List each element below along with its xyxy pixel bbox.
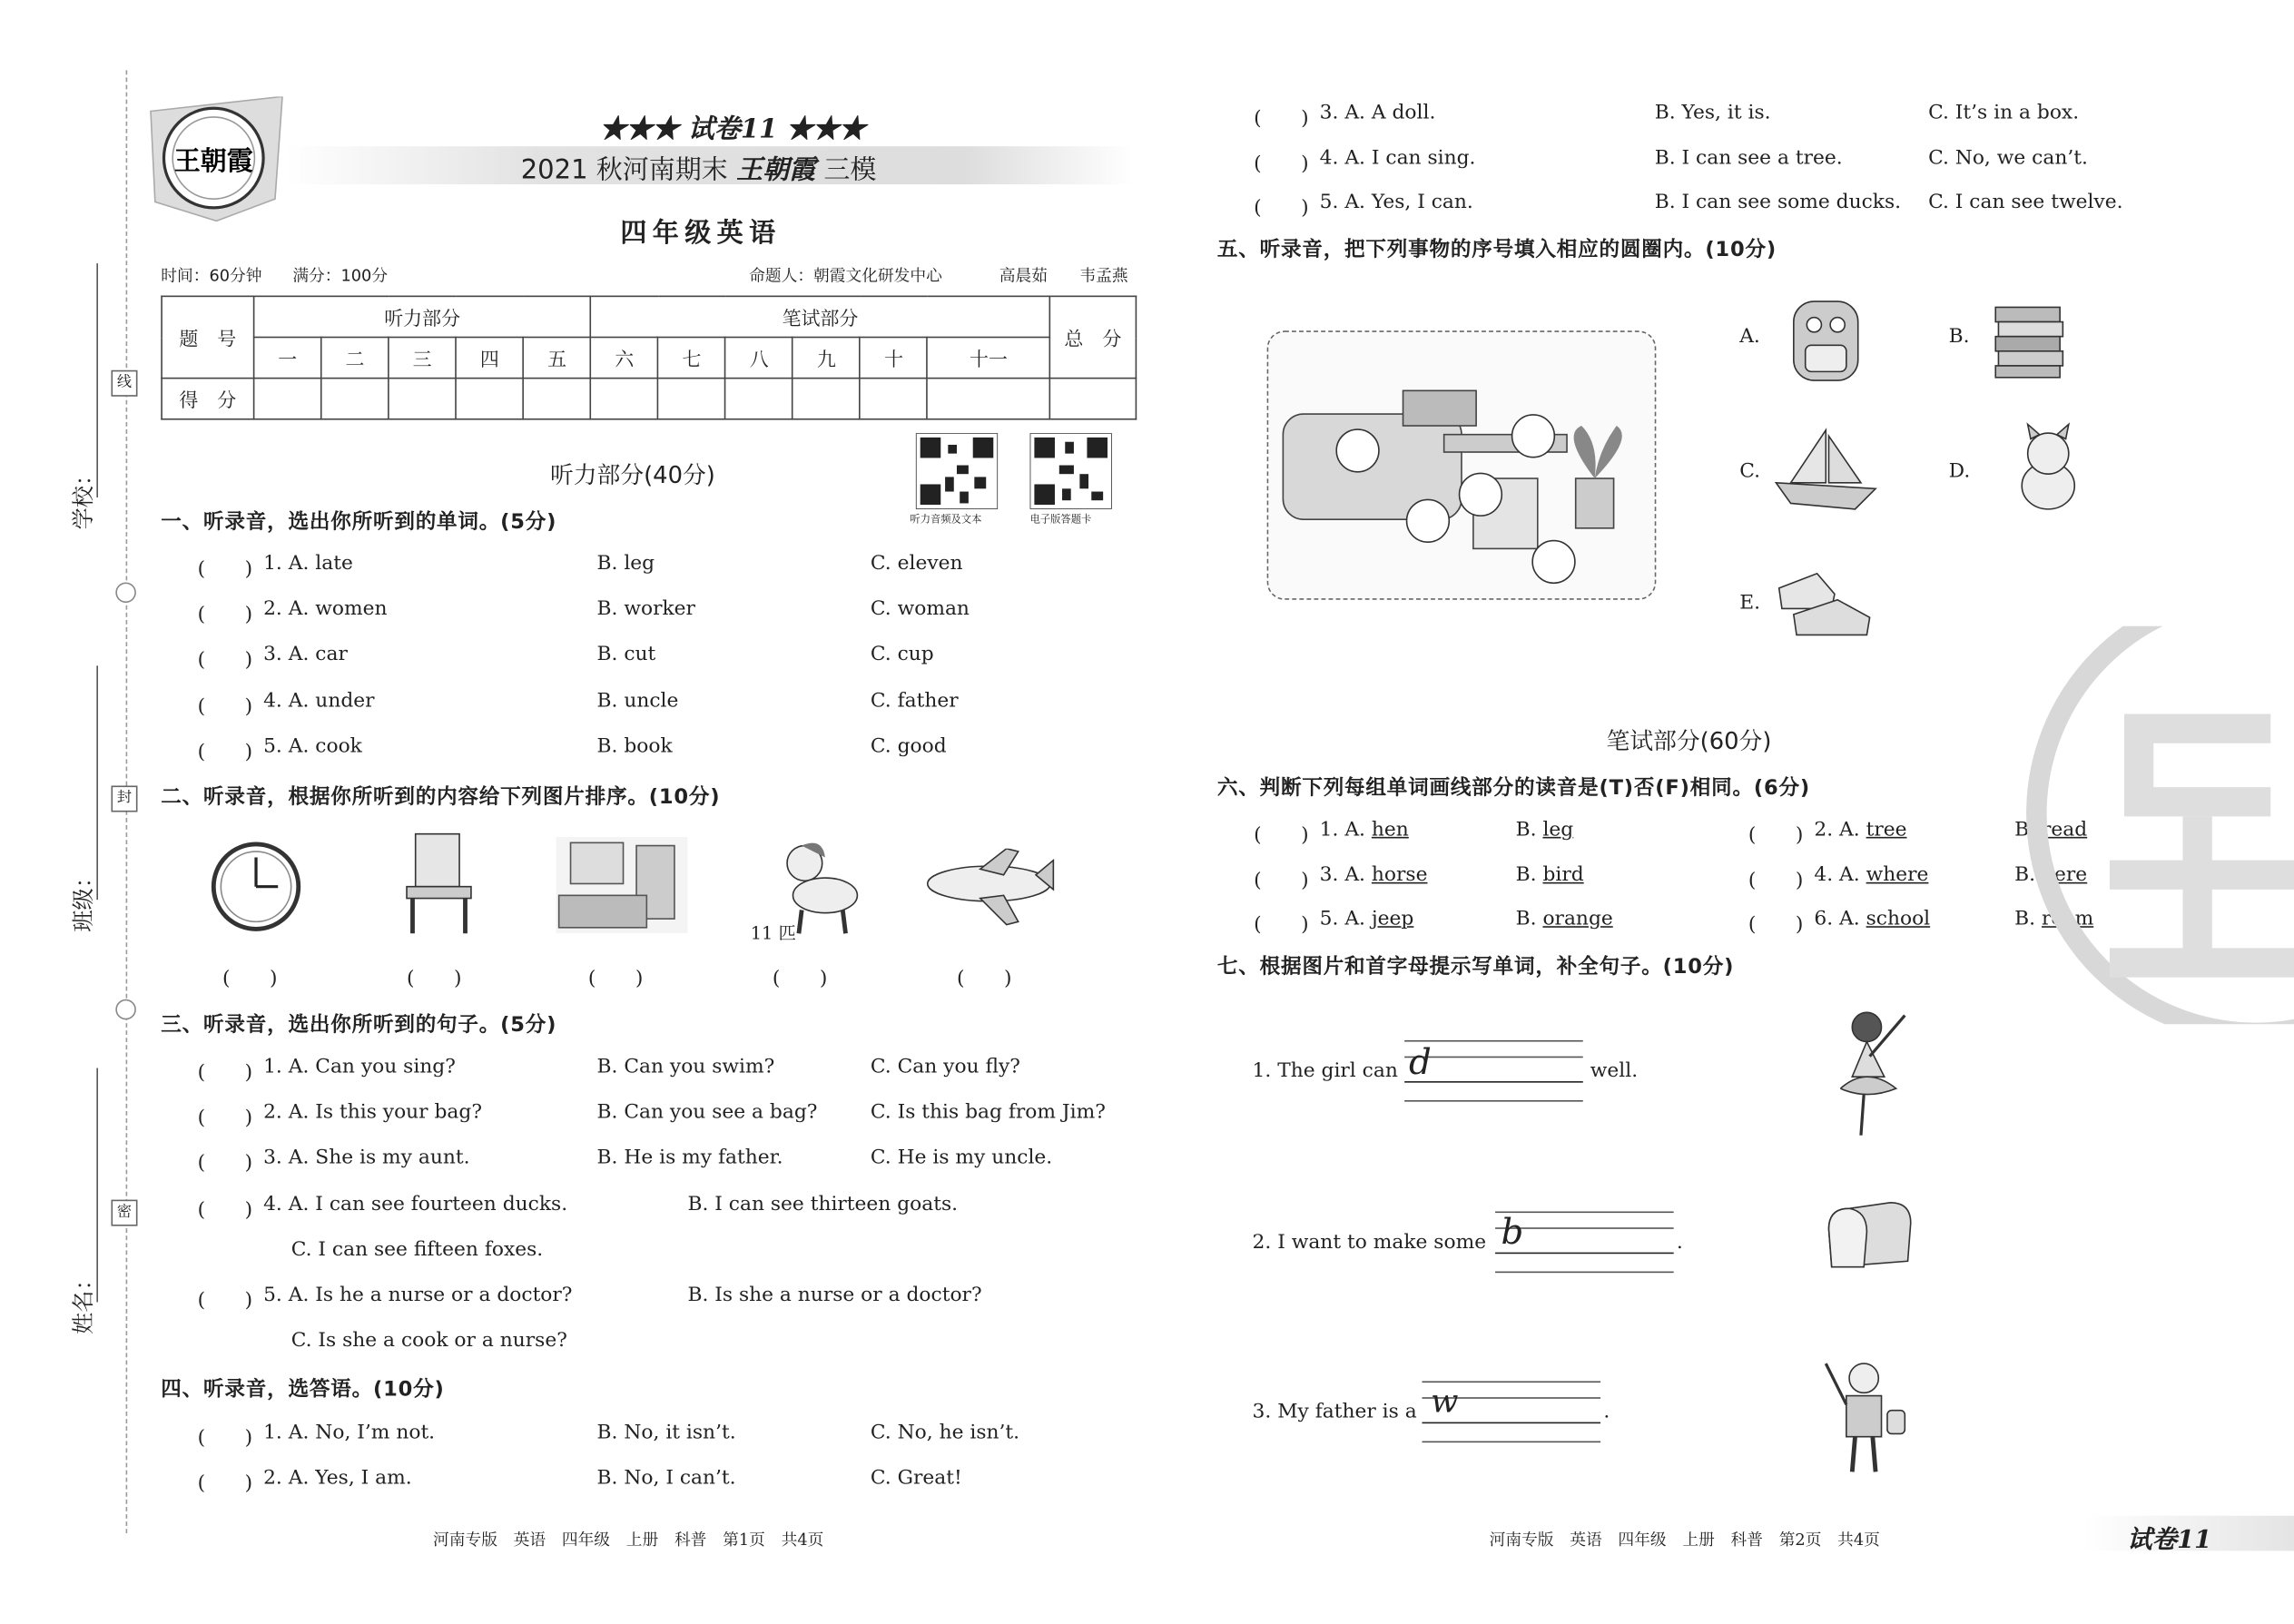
option-c: C. eleven	[870, 551, 963, 576]
title-part: 2021 秋河南期末	[520, 154, 728, 186]
qr-caption: 听力音频及文本	[910, 513, 982, 526]
option-c: C. He is my uncle.	[870, 1146, 1053, 1170]
option-b: B. book	[596, 733, 673, 758]
option-a	[1320, 862, 1428, 886]
answer-blank[interactable]: ( )	[1254, 823, 1309, 848]
name-label: 姓名：	[70, 1268, 97, 1334]
option-a	[1320, 818, 1409, 842]
name-line[interactable]	[96, 1068, 98, 1303]
subject-title: 四年级英语	[620, 218, 782, 249]
school-label: 学校：	[70, 463, 97, 530]
score-cell[interactable]	[389, 379, 456, 419]
chair-picture	[398, 831, 479, 936]
underlined-word: school	[1866, 907, 1931, 931]
score-cell[interactable]	[321, 379, 389, 419]
dancing-girl-picture	[1826, 1007, 1914, 1141]
option-a	[1814, 818, 1906, 842]
option-b	[1516, 818, 1574, 842]
order-blank[interactable]: ( )	[222, 967, 278, 991]
option-c: C. No, he isn’t.	[870, 1420, 1020, 1444]
score-row-label: 得 分	[162, 379, 254, 419]
answer-blank[interactable]: ( )	[197, 1106, 253, 1130]
option-b: B. Can you see a bag?	[596, 1100, 818, 1125]
option-b: B. uncle	[596, 688, 679, 713]
underlined-word: bird	[1542, 862, 1584, 886]
option-c: C. No, we can’t.	[1928, 145, 2088, 170]
score-cell[interactable]	[725, 379, 793, 419]
option-c: C. good	[870, 733, 947, 758]
score-cell[interactable]	[928, 379, 1050, 419]
option-b: B. worker	[596, 596, 695, 621]
answer-blank[interactable]: ( )	[1254, 106, 1309, 131]
option-a	[1814, 862, 1928, 886]
option-label: C.	[1739, 459, 1760, 483]
footer-tag: 试卷11	[2127, 1526, 2212, 1556]
option-prefix: 3. A.	[1319, 862, 1372, 886]
underlined-word: read	[2042, 817, 2088, 842]
answer-blank[interactable]: ( )	[197, 1471, 253, 1496]
option-prefix: B.	[2014, 817, 2043, 842]
bedroom-picture	[556, 837, 687, 933]
option-c: C. Is she a cook or a nurse?	[290, 1328, 567, 1353]
clock-picture	[209, 840, 302, 933]
score-cell[interactable]	[1049, 379, 1136, 419]
answer-blank[interactable]: ( )	[197, 1060, 253, 1085]
books-picture	[1990, 299, 2072, 380]
option-b: B. I can see a tree.	[1654, 145, 1843, 170]
option-b: B. Is she a nurse or a doctor?	[687, 1283, 982, 1307]
option-a: 5. A. cook	[263, 733, 362, 758]
room-picture	[1267, 330, 1657, 600]
option-a: 1. A. Can you sing?	[263, 1055, 456, 1078]
option-c: C. I can see fifteen foxes.	[290, 1237, 544, 1262]
seal-mark-secret: 密	[111, 1200, 137, 1226]
option-prefix: B.	[1515, 907, 1543, 931]
answer-blank[interactable]: ( )	[1254, 195, 1309, 220]
score-col: 一	[254, 337, 321, 378]
underlined-word: hen	[1371, 817, 1409, 842]
underlined-word: orange	[1542, 907, 1613, 931]
answer-blank[interactable]: ( )	[197, 648, 253, 673]
writing-title: 笔试部分(60分)	[1606, 727, 1772, 755]
score-table	[161, 296, 1137, 420]
answer-circle[interactable]	[1459, 473, 1502, 517]
underlined-word: room	[2042, 907, 2094, 931]
paper-badge: ★★★ 试卷11 ★★★	[599, 113, 866, 145]
underlined-word: where	[1866, 862, 1929, 886]
option-prefix: B.	[2014, 907, 2043, 931]
exam-time: 时间：60分钟	[161, 266, 262, 286]
score-col: 十	[860, 337, 927, 378]
qr-code-icon[interactable]	[916, 433, 998, 509]
bread-picture	[1823, 1200, 1916, 1274]
option-prefix: 4. A.	[1814, 862, 1866, 886]
order-blank[interactable]: ( )	[407, 967, 462, 991]
option-label: A.	[1739, 324, 1760, 349]
option-a: 3. A. A doll.	[1319, 101, 1436, 124]
option-c: C. father	[870, 688, 959, 713]
option-prefix: 2. A.	[1814, 817, 1866, 842]
score-cell[interactable]	[793, 379, 860, 419]
listening-title: 听力部分(40分)	[549, 460, 715, 489]
option-label: D.	[1948, 459, 1971, 483]
score-table-header: 题 号	[162, 296, 254, 378]
order-blank[interactable]: ( )	[956, 967, 1012, 991]
option-b: B. He is my father.	[596, 1146, 783, 1170]
option-prefix: 5. A.	[1319, 907, 1372, 931]
pony-label: 11 匹	[750, 922, 796, 944]
option-a: 3. A. car	[263, 643, 348, 666]
section-2-title: 二、听录音，根据你所听到的内容给下列图片排序。(10分)	[161, 785, 721, 810]
option-prefix: 1. A.	[1319, 817, 1372, 842]
binding-hole	[115, 999, 136, 1020]
underlined-word: horse	[1371, 862, 1428, 886]
score-cell[interactable]	[456, 379, 523, 419]
answer-blank[interactable]: ( )	[197, 603, 253, 627]
section-3-title: 三、听录音，选出你所听到的句子。(5分)	[161, 1013, 557, 1038]
section-5-title: 五、听录音，把下列事物的序号填入相应的圆圈内。(10分)	[1216, 238, 1777, 262]
answer-circle[interactable]	[1406, 499, 1450, 543]
option-a: 3. A. She is my aunt.	[263, 1146, 470, 1170]
score-col: 二	[321, 337, 389, 378]
section-1-title: 一、听录音，选出你所听到的单词。(5分)	[161, 510, 557, 535]
score-table-header: 总 分	[1049, 296, 1136, 378]
option-b: B. leg	[596, 551, 655, 576]
score-cell[interactable]	[591, 379, 658, 419]
option-b: B. cut	[596, 643, 656, 666]
qr-caption: 电子版答题卡	[1029, 513, 1092, 526]
answer-circle[interactable]	[1531, 540, 1575, 584]
score-col: 八	[725, 337, 793, 378]
option-b: B. I can see thirteen goats.	[687, 1192, 959, 1216]
option-prefix: B.	[1515, 862, 1543, 886]
qr-code-icon[interactable]	[1030, 433, 1112, 509]
option-c: C. Great!	[870, 1466, 962, 1491]
score-cell[interactable]	[254, 379, 321, 419]
answer-blank[interactable]: ( )	[197, 694, 253, 718]
hint-letter: b	[1501, 1211, 1524, 1253]
section-7-title: 七、根据图片和首字母提示写单词，补全句子。(10分)	[1216, 955, 1735, 979]
score-col: 五	[523, 337, 590, 378]
score-col: 十一	[928, 337, 1050, 378]
paper-badge-text: 试卷11	[687, 113, 778, 145]
answer-circle[interactable]	[1335, 428, 1379, 472]
option-a: 4. A. under	[263, 688, 375, 713]
seal-mark-line: 线	[111, 370, 137, 397]
score-col: 六	[591, 337, 658, 378]
answer-blank[interactable]: ( )	[197, 740, 253, 763]
title-brand: 王朝霞	[736, 154, 816, 186]
brand-logo-text: 王朝霞	[173, 144, 253, 176]
option-b	[1516, 907, 1613, 930]
waiter-picture	[1820, 1358, 1911, 1475]
option-c: C. woman	[870, 596, 970, 621]
option-b: B. No, it isn’t.	[596, 1420, 736, 1444]
author-name: 高晨茹	[999, 266, 1048, 286]
order-blank[interactable]: ( )	[772, 967, 828, 991]
four-line-grid	[1495, 1272, 1674, 1274]
option-prefix: B.	[1515, 817, 1543, 842]
sentence-3: 3. My father is a	[1252, 1400, 1417, 1424]
option-a: 2. A. Is this your bag?	[263, 1100, 482, 1125]
option-a: 2. A. women	[263, 596, 388, 621]
four-line-grid	[1422, 1381, 1600, 1383]
four-line-grid	[1422, 1442, 1600, 1443]
answer-blank[interactable]: ( )	[197, 1426, 253, 1451]
option-a: 1. A. No, I’m not.	[263, 1420, 436, 1444]
underlined-word: tree	[1866, 817, 1907, 842]
sentence-1: 1. The girl can	[1252, 1058, 1398, 1083]
option-prefix: B.	[2014, 862, 2043, 886]
option-c: C. Can you fly?	[870, 1055, 1020, 1078]
score-col: 三	[389, 337, 456, 378]
option-a: 5. A. Is he a nurse or a doctor?	[263, 1283, 573, 1307]
option-c: C. I can see twelve.	[1928, 190, 2123, 214]
section-6-title: 六、判断下列每组单词画线部分的读音是(T)否(F)相同。(6分)	[1216, 776, 1810, 801]
option-a: 4. A. I can see fourteen ducks.	[263, 1192, 568, 1216]
option-a	[1814, 907, 1930, 930]
shoes-picture	[1773, 559, 1876, 644]
answer-blank[interactable]: ( )	[1254, 912, 1309, 937]
answer-blank[interactable]: ( )	[197, 557, 253, 581]
boat-picture	[1770, 424, 1881, 515]
option-b: B. I can see some ducks.	[1654, 190, 1902, 214]
underlined-word: here	[2042, 862, 2088, 886]
cat-picture	[2007, 421, 2089, 515]
answer-blank[interactable]: ( )	[1748, 868, 1804, 892]
secret-seal-watermark	[2022, 626, 2294, 1024]
sentence-3-end: .	[1603, 1400, 1610, 1424]
full-score: 满分：100分	[292, 266, 389, 286]
option-label: B.	[1948, 324, 1970, 349]
score-col: 九	[793, 337, 860, 378]
option-a: 5. A. Yes, I can.	[1319, 190, 1473, 214]
option-b: B. Can you swim?	[596, 1055, 775, 1078]
option-a: 1. A. late	[263, 551, 353, 576]
option-b	[1516, 862, 1584, 886]
four-line-grid	[1404, 1100, 1583, 1102]
author-name: 韦孟燕	[1079, 266, 1128, 286]
option-c: C. Is this bag from Jim?	[870, 1100, 1106, 1125]
option-a: 4. A. I can sing.	[1319, 145, 1476, 170]
footer-right: 河南专版 英语 四年级 上册 科普 第2页 共4页	[1489, 1530, 1880, 1550]
class-label: 班级：	[70, 866, 97, 932]
brand-logo	[143, 96, 290, 225]
class-line[interactable]	[96, 665, 98, 900]
score-table-header: 笔试部分	[591, 296, 1050, 337]
answer-blank[interactable]: ( )	[1254, 151, 1309, 175]
option-a	[1320, 907, 1414, 930]
answer-line-3[interactable]	[1422, 1422, 1600, 1424]
school-line[interactable]	[96, 263, 98, 497]
option-b: B. No, I can’t.	[596, 1466, 736, 1491]
option-b: B. Yes, it is.	[1654, 101, 1771, 124]
option-c: C. cup	[870, 643, 934, 666]
order-blank[interactable]: ( )	[587, 967, 644, 991]
option-a: 2. A. Yes, I am.	[263, 1466, 412, 1491]
answer-circle[interactable]	[1511, 414, 1555, 458]
answer-line-2[interactable]	[1495, 1253, 1674, 1255]
score-cell[interactable]	[658, 379, 725, 419]
paper-title	[521, 149, 877, 187]
section-4-title: 四、听录音，选答语。(10分)	[161, 1378, 445, 1403]
option-c: C. It’s in a box.	[1928, 101, 2080, 124]
score-table-header: 听力部分	[254, 296, 591, 337]
score-cell[interactable]	[523, 379, 590, 419]
answer-blank[interactable]: ( )	[1254, 868, 1309, 892]
answer-blank[interactable]: ( )	[197, 1152, 253, 1176]
underlined-word: leg	[1542, 817, 1574, 842]
hint-letter: w	[1431, 1383, 1459, 1421]
answer-blank[interactable]: ( )	[1748, 823, 1804, 848]
hint-letter: d	[1408, 1041, 1432, 1083]
sentence-2: 2. I want to make some	[1252, 1230, 1487, 1255]
sentence-2-end: .	[1676, 1230, 1683, 1255]
answer-blank[interactable]: ( )	[1748, 912, 1804, 937]
answer-blank[interactable]: ( )	[197, 1288, 253, 1313]
binding-hole	[115, 582, 136, 603]
sentence-1-end: well.	[1590, 1058, 1639, 1083]
seal-mark-seal: 封	[111, 785, 137, 812]
author-org: 命题人：朝霞文化研发中心	[749, 266, 942, 286]
score-col: 四	[456, 337, 523, 378]
answer-blank[interactable]: ( )	[197, 1197, 253, 1222]
backpack-picture	[1782, 292, 1870, 386]
plane-picture	[921, 849, 1056, 933]
underlined-word: jeep	[1371, 907, 1414, 931]
option-label: E.	[1739, 591, 1761, 615]
option-prefix: 6. A.	[1814, 907, 1866, 931]
footer-left: 河南专版 英语 四年级 上册 科普 第1页 共4页	[433, 1530, 824, 1550]
title-part: 三模	[823, 154, 877, 186]
score-col: 七	[658, 337, 725, 378]
score-cell[interactable]	[860, 379, 927, 419]
